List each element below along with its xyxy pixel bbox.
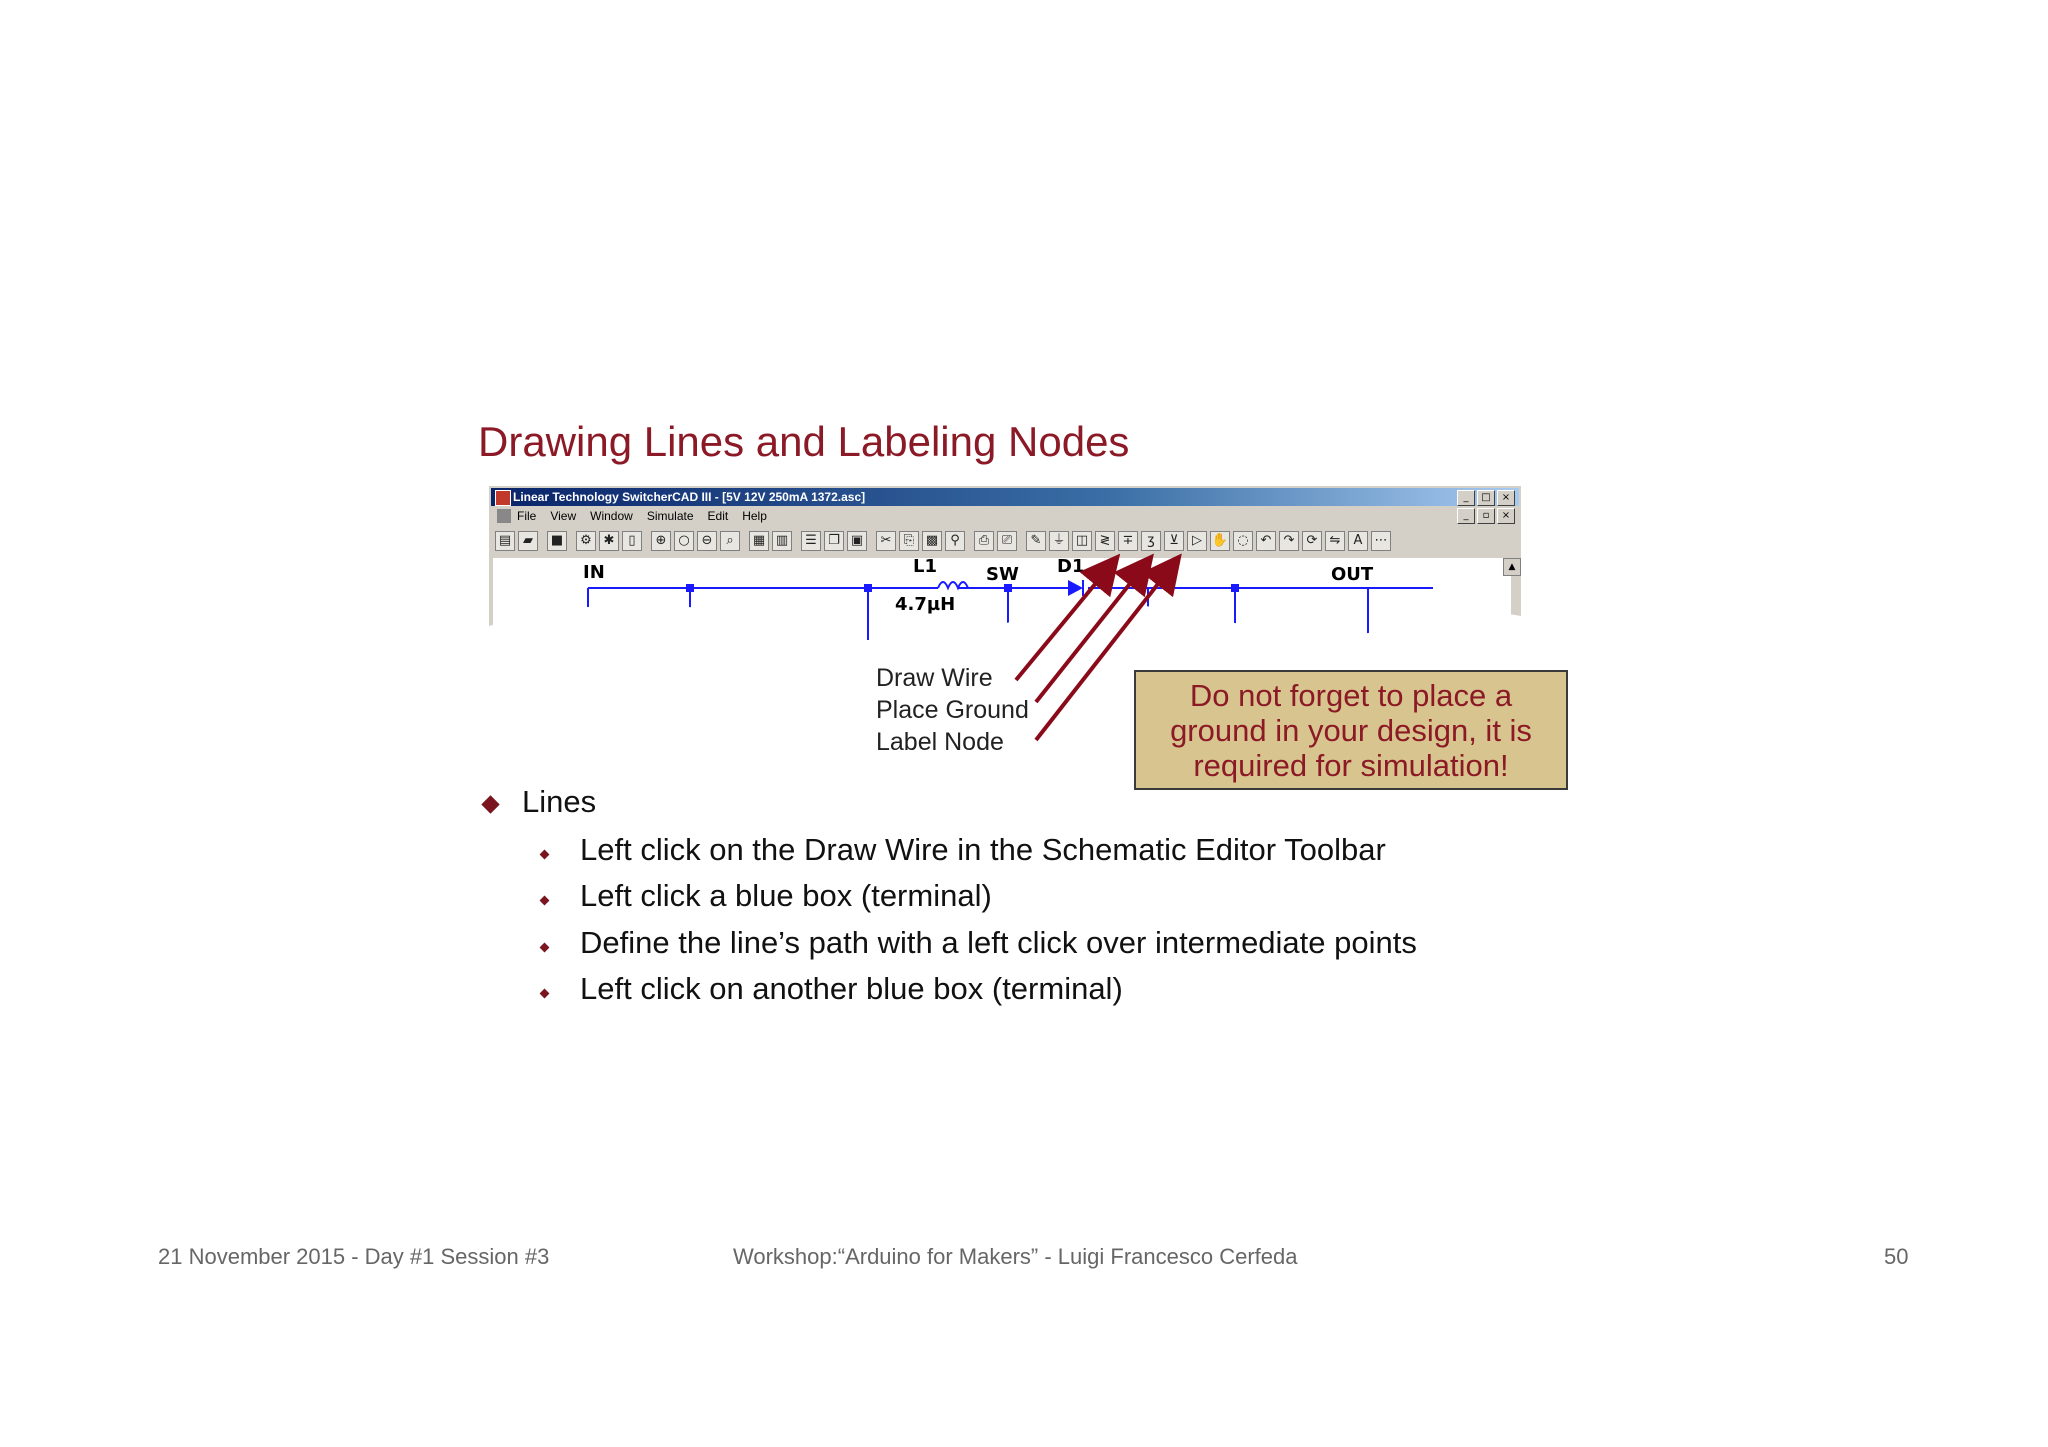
menu-file[interactable]: File	[517, 509, 537, 523]
note-text: Do not forget to place a ground in your design, it is required for simulation!	[1170, 677, 1532, 783]
tile-vertical-icon[interactable]: ▣	[847, 531, 867, 551]
footer-date: 21 November 2015 - Day #1 Session #3	[158, 1244, 550, 1269]
zoom-fit-icon[interactable]: ⌕	[720, 531, 740, 551]
component-icon[interactable]: ▷	[1187, 531, 1207, 551]
app-icon	[495, 490, 511, 506]
save-icon[interactable]: ■	[547, 531, 567, 551]
doc-restore-button[interactable]: ▫	[1477, 508, 1495, 524]
schematic-editor-screenshot	[489, 486, 1521, 640]
grid-icon[interactable]: ▥	[772, 531, 792, 551]
sub-bullet-marker	[540, 850, 550, 860]
minimize-button[interactable]: _	[1457, 490, 1475, 506]
sub-bullet-marker	[540, 989, 550, 999]
menu-help[interactable]: Help	[742, 509, 767, 523]
print-setup-icon[interactable]: ⎙	[974, 531, 994, 551]
spice-directive-icon[interactable]: ⋯	[1371, 531, 1391, 551]
sub-bullet-4: Left click on another blue box (terminal)	[580, 971, 1123, 1006]
mirror-icon[interactable]: ⇋	[1325, 531, 1345, 551]
window-titlebar	[491, 488, 1519, 506]
copy-icon[interactable]: ⎘	[899, 531, 919, 551]
autorange-icon[interactable]: ▦	[749, 531, 769, 551]
document-icon	[497, 509, 511, 523]
node-label-in: IN	[583, 562, 605, 583]
inductor-icon[interactable]: ʒ	[1141, 531, 1161, 551]
sub-bullet-marker	[540, 896, 550, 906]
close-button[interactable]: ×	[1497, 490, 1515, 506]
bullet-diamond	[481, 795, 499, 813]
new-schematic-icon[interactable]: ▤	[495, 531, 515, 551]
menu-edit[interactable]: Edit	[707, 509, 729, 523]
text-icon[interactable]: A	[1348, 531, 1368, 551]
zoom-out-icon[interactable]: ⊖	[697, 531, 717, 551]
halt-icon[interactable]: ▯	[622, 531, 642, 551]
callout-label-node: Label Node	[876, 728, 1004, 756]
sub-bullet-marker	[540, 943, 550, 953]
scroll-up-button[interactable]: ▲	[1503, 558, 1521, 576]
control-panel-icon[interactable]: ⚙	[576, 531, 596, 551]
sub-bullet-2: Left click a blue box (terminal)	[580, 878, 992, 913]
sub-bullet-1: Left click on the Draw Wire in the Schematic Editor Toolbar	[580, 832, 1386, 867]
page-number: 50	[1884, 1244, 1909, 1269]
node-label-sw: SW	[986, 564, 1019, 585]
cascade-icon[interactable]: ❐	[824, 531, 844, 551]
find-icon[interactable]: ⚲	[945, 531, 965, 551]
note-box	[1134, 670, 1568, 790]
paste-icon[interactable]: ▩	[922, 531, 942, 551]
rotate-icon[interactable]: ⟳	[1302, 531, 1322, 551]
sub-bullet-3: Define the line’s path with a left click over intermediate points	[580, 925, 1417, 960]
footer-workshop: Workshop:“Arduino for Makers” - Luigi Francesco Cerfeda	[733, 1244, 1298, 1269]
torn-edge	[489, 586, 1521, 640]
move-icon[interactable]: ✋	[1210, 531, 1230, 551]
slide-title: Drawing Lines and Labeling Nodes	[478, 418, 1130, 465]
bullet-main: Lines	[522, 784, 597, 819]
label-node-icon[interactable]: ◫	[1072, 531, 1092, 551]
doc-close-button[interactable]: ×	[1497, 508, 1515, 524]
window-title: Linear Technology SwitcherCAD III - [5V 12V 250mA 1372.asc]	[513, 490, 866, 504]
menu-bar	[491, 507, 1519, 525]
resistor-icon[interactable]: ≷	[1095, 531, 1115, 551]
open-icon[interactable]: ▰	[518, 531, 538, 551]
menu-window[interactable]: Window	[590, 509, 633, 523]
zoom-in-icon[interactable]: ⊕	[651, 531, 671, 551]
print-icon[interactable]: ⎚	[997, 531, 1017, 551]
component-label-l1: L1	[913, 556, 937, 577]
place-ground-icon[interactable]: ⏚	[1049, 531, 1069, 551]
toolbar	[491, 528, 1521, 554]
callout-draw-wire: Draw Wire	[876, 664, 993, 692]
callout-place-ground: Place Ground	[876, 696, 1029, 724]
node-label-out: OUT	[1331, 564, 1374, 585]
doc-minimize-button[interactable]: _	[1457, 508, 1475, 524]
menu-simulate[interactable]: Simulate	[646, 509, 694, 523]
menu-view[interactable]: View	[550, 509, 577, 523]
window-frame	[489, 486, 1521, 640]
diode-icon[interactable]: ⊻	[1164, 531, 1184, 551]
maximize-button[interactable]: □	[1477, 490, 1495, 506]
drag-icon[interactable]: ◌	[1233, 531, 1253, 551]
component-label-d1: D1	[1057, 556, 1085, 577]
run-icon[interactable]: ✱	[599, 531, 619, 551]
redo-icon[interactable]: ↷	[1279, 531, 1299, 551]
cut-icon[interactable]: ✂	[876, 531, 896, 551]
draw-wire-icon[interactable]: ✎	[1026, 531, 1046, 551]
tile-horizontal-icon[interactable]: ☰	[801, 531, 821, 551]
pan-icon[interactable]: ○	[674, 531, 694, 551]
component-value-l1: 4.7µH	[895, 594, 956, 615]
undo-icon[interactable]: ↶	[1256, 531, 1276, 551]
capacitor-icon[interactable]: ∓	[1118, 531, 1138, 551]
